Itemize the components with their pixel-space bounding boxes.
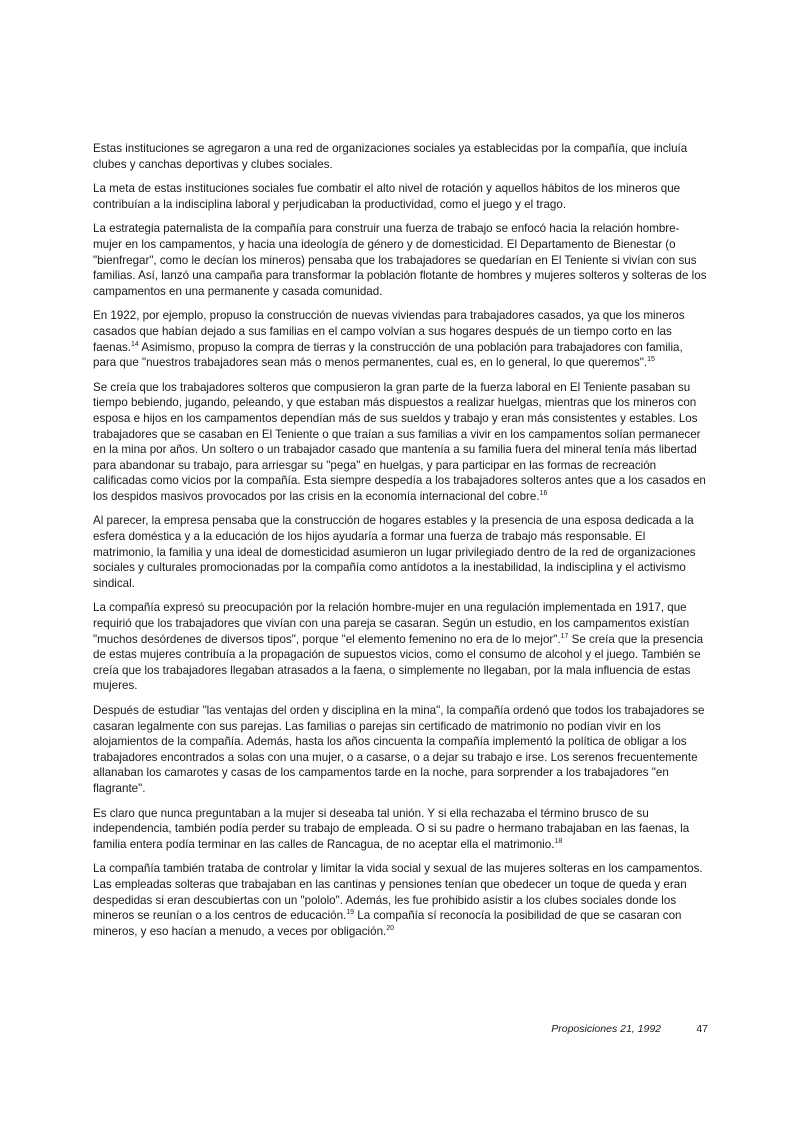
- footnote-marker: 14: [131, 340, 139, 348]
- paragraph-text: La meta de estas instituciones sociales fue combatir el alto nivel de rotación y aquellos hábitos de los mineros que contribuían a la indisciplina laboral y perjudicaban la productividad, como el juego y el trago.: [93, 182, 681, 211]
- paragraph: [93, 600, 708, 694]
- paragraph-text: Asimismo, propuso la compra de tierras y la construcción de una población para trabajadores con familia, para que "nuestros trabajadores sean más o menos permanentes, cual es, en lo general, lo que queremos".: [93, 340, 683, 370]
- footnote-marker: 15: [647, 356, 655, 364]
- body-text: [93, 141, 708, 948]
- paragraph: [93, 703, 708, 797]
- paragraph-text: Estas instituciones se agregaron a una red de organizaciones sociales ya establecidas por la compañía, que incluía clubes y canchas deportivas y clubes sociales.: [93, 142, 688, 171]
- paragraph: [93, 380, 708, 505]
- paragraph-text: Se creía que la presencia de estas mujeres contribuía a la propagación de supuestos vicios, como el consumo de alcohol y el juego. También se creía que los trabajadores llegaban atrasados a la faena, o simplemente no llegaban, por la mala influencia de estas mujeres.: [93, 632, 704, 693]
- footnote-marker: 20: [386, 924, 395, 932]
- paragraph: [93, 308, 708, 370]
- footnote-marker: 17: [560, 632, 569, 640]
- paragraph-text: Es claro que nunca preguntaban a la mujer si deseaba tal unión. Y si ella rechazaba el término brusco de su independencia, también podía perder su trabajo de empleada. O si su padre o hermano trabajaban en las faenas, la familia entera podía terminar en las calles de Rancagua, de no aceptar ella el matrimonio.: [93, 806, 690, 851]
- paragraph-text: La compañía expresó su preocupación por la relación hombre-mujer en una regulación implementada en 1917, que requirió que los trabajadores que vivían con una pareja se casaran. Según un estudio, en los campamentos existían "muchos desórdenes de diversos tipos", porque "el elemento femenino no era de lo mejor".: [93, 601, 690, 646]
- paragraph-text: La compañía sí reconocía la posibilidad de que se casaran con mineros, y eso hacían a menudo, a veces por obligación.: [93, 909, 682, 938]
- footnote-marker: 16: [539, 490, 548, 498]
- paragraph-text: En 1922, por ejemplo, propuso la construcción de nuevas viviendas para trabajadores casados, ya que los mineros casados que habían dejado a sus familias en el campo volvían a sus hogares después de un tiempo corto en las faenas.: [93, 309, 685, 354]
- journal-citation: Proposiciones 21, 1992: [551, 1023, 661, 1035]
- paragraph-text: Al parecer, la empresa pensaba que la construcción de hogares estables y la presencia de una esposa dedicada a la esfera doméstica y a la educación de los hijos ayudaría a formar una fuerza de trabajo más responsable. El matrimonio, la familia y una ideal de domesticidad asumieron un lugar privilegiado dentro de la red de organizaciones sociales y culturales promocionadas por la compañía como antídotos a la inestabilidad, la indisciplina y el activismo sindical.: [93, 514, 696, 590]
- paragraph: [93, 181, 708, 212]
- paragraph: [93, 861, 708, 939]
- paragraph-text: La estrategia paternalista de la compañía para construir una fuerza de trabajo se enfocó hacia la relación hombre-mujer en los campamentos, y hacia una ideología de género y de domesticidad. El Departamento de Bienestar (o "bienfregar", como le decían los mineros) pensaba que los trabajadores se quedarían en El Teniente si vivían con sus familias. Así, lanzó una campaña para transformar la población flotante de hombres y mujeres solteros y solteras de los campamentos en una permanente y casada comunidad.: [93, 222, 707, 298]
- paragraph-text: Se creía que los trabajadores solteros que compusieron la gran parte de la fuerza laboral en El Teniente pasaban su tiempo bebiendo, jugando, peleando, y que estaban más dispuestos a realizar huelgas, mientras que los mineros con esposa e hijos en los campamentos dependían más de sus sueldos y trabajo y eran más consistentes y estables. Los trabajadores que se casaban en El Teniente o que traían a sus familias a vivir en los campamentos solían permanecer en la mina por años. Un soltero o un trabajador casado que mantenía a su familia fuera del mineral tenía más libertad para abandonar su trabajo, para arriesgar su "pega" en huelgas, y para participar en las formas de recreación calificadas como vicios por la compañía. Esta siempre despedía a los trabajadores solteros antes que a los casados en los despidos masivos provocados por las crisis en la economía internacional del cobre.: [93, 380, 706, 503]
- paragraph: [93, 221, 708, 299]
- paragraph-text: Después de estudiar "las ventajas del orden y disciplina en la mina", la compañía ordenó que todos los trabajadores se casaran legalmente con sus parejas. Las familias o parejas sin certificado de matrimonio no podían vivir en los alojamientos de la compañía. Además, hasta los años cincuenta la compañía implementó la política de obligar a los trabajadores encontrados a solas con una mujer, o a casarse, o a dejar su trabajo e irse. Los serenos frecuentemente allanaban los camarotes y casas de los campamentos tarde en la noche, para sorprender a los trabajadores "en flagrante".: [93, 704, 705, 795]
- footnote-marker: 18: [554, 837, 563, 845]
- paragraph-text: La compañía también trataba de controlar y limitar la vida social y sexual de las mujeres solteras en los campamentos. Las empleadas solteras que trabajaban en las cantinas y pensiones tenían que obedecer un toque de queda y eran despedidas si eran descubiertas con un "pololo". Además, les fue prohibido asistir a los clubes sociales donde los mineros se reunían o a los centros de educación.: [93, 862, 703, 923]
- paragraph: [93, 141, 708, 172]
- footnote-marker: 19: [346, 909, 355, 917]
- page-number: 47: [696, 1023, 708, 1035]
- paragraph: [93, 513, 708, 591]
- paragraph: [93, 806, 708, 853]
